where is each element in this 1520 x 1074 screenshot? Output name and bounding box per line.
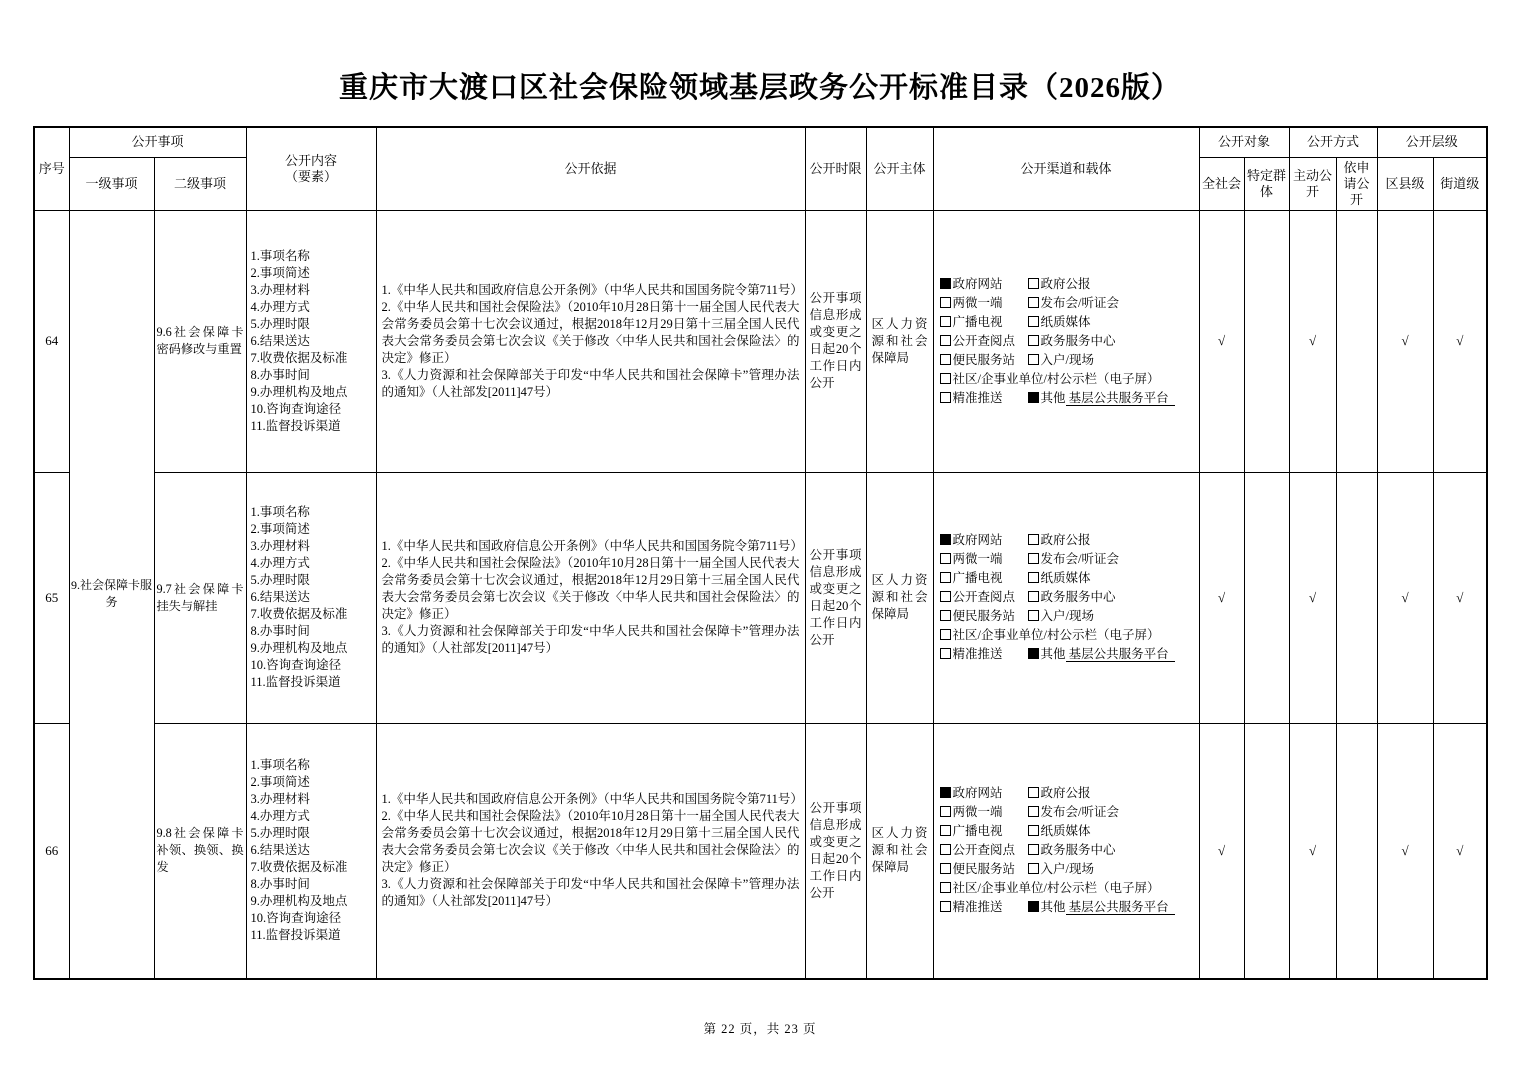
content-elements-cell [246, 472, 376, 723]
checkbox-unchecked-icon [940, 648, 951, 659]
text-line: 3.办理材料 [250, 539, 310, 553]
table-row [34, 210, 1487, 472]
text-line: 5.办理时限 [250, 826, 310, 841]
time-limit-cell: 公开事项信息形成或变更之日起20个工作日内公开 [805, 210, 866, 472]
text-line: 2.事项简述 [250, 775, 310, 790]
text-line: 6.结果送达 [250, 843, 310, 858]
channel-label: 政府网站 [952, 276, 1003, 291]
channel-label: 广播电视 [952, 571, 1003, 585]
checkbox-unchecked-icon [940, 392, 951, 403]
checkbox-unchecked-icon [940, 863, 951, 874]
col-header-all-society: 全社会 [1199, 157, 1244, 210]
col-group-level: 公开层级 [1377, 127, 1487, 157]
channel-label: 两微一端 [952, 295, 1003, 310]
basis-cell [376, 210, 805, 472]
text-line: 11.监督投诉渠道 [250, 675, 341, 689]
channel-option [1028, 296, 1119, 310]
channel-label: 纸质媒体 [1040, 571, 1091, 585]
text-line: 1.《中华人民共和国政府信息公开条例》（中华人民共和国国务院令第711号） [381, 792, 803, 807]
mark-district-level: √ [1377, 723, 1433, 979]
checkbox-unchecked-icon [1028, 553, 1039, 564]
channel-option [1028, 647, 1175, 661]
time-limit-cell: 公开事项信息形成或变更之日起20个工作日内公开 [805, 472, 866, 723]
channel-label: 政务服务中心 [1040, 843, 1116, 858]
checkbox-unchecked-icon [940, 335, 951, 346]
text-line: 1.事项名称 [250, 248, 310, 263]
text-line: 9.办理机构及地点 [250, 894, 348, 909]
channel-option [940, 531, 1028, 550]
mark-on-request [1336, 723, 1377, 979]
channel-option [1028, 843, 1116, 857]
col-header-subject: 公开主体 [866, 127, 933, 210]
channel-label: 政务服务中心 [1040, 590, 1116, 604]
checkbox-unchecked-icon [1028, 316, 1039, 327]
channel-option [1028, 552, 1119, 566]
channel-label: 其他 [1040, 647, 1066, 661]
channel-option [940, 822, 1028, 841]
text-line: 9.办理机构及地点 [250, 384, 348, 399]
channel-option [940, 841, 1028, 860]
channel-option [1028, 900, 1175, 914]
col-header-time-limit: 公开时限 [805, 127, 866, 210]
channel-label: 精准推送 [952, 900, 1003, 915]
channels-cell [933, 210, 1199, 472]
text-line: 1.《中华人民共和国政府信息公开条例》（中华人民共和国国务院令第711号） [381, 539, 803, 553]
page-title: 重庆市大渡口区社会保险领域基层政务公开标准目录（2026版） [338, 72, 1181, 104]
mark-proactive: √ [1289, 210, 1336, 472]
checkbox-unchecked-icon [940, 844, 951, 855]
channel-label: 纸质媒体 [1040, 824, 1091, 839]
text-line: 1.事项名称 [250, 505, 310, 519]
channel-label: 政务服务中心 [1040, 333, 1116, 348]
channel-label: 公开查阅点 [952, 590, 1016, 604]
mark-street-level: √ [1433, 723, 1487, 979]
level1-cell: 9.社会保障卡服务 [69, 210, 154, 979]
text-line: 1.《中华人民共和国政府信息公开条例》（中华人民共和国国务院令第711号） [381, 282, 803, 297]
mark-district-level: √ [1377, 472, 1433, 723]
channel-option [1028, 353, 1094, 367]
seq-cell: 65 [34, 472, 69, 723]
text-line: 11.监督投诉渠道 [250, 418, 341, 433]
table-header [34, 127, 1487, 210]
checkbox-checked-icon [940, 787, 951, 798]
channel-label: 入户/现场 [1040, 862, 1094, 877]
channel-label: 政府公报 [1040, 276, 1091, 291]
checkbox-unchecked-icon [1028, 591, 1039, 602]
text-line: 5.办理时限 [250, 316, 310, 331]
mark-on-request [1336, 472, 1377, 723]
text-line: 7.收费依据及标准 [250, 607, 348, 621]
channel-label: 政府公报 [1040, 786, 1091, 801]
checkbox-unchecked-icon [940, 591, 951, 602]
checkbox-unchecked-icon [940, 806, 951, 817]
channel-option [940, 879, 1160, 898]
channel-label: 广播电视 [952, 824, 1003, 839]
channel-label: 便民服务站 [952, 352, 1016, 367]
text-line: 9.办理机构及地点 [250, 641, 348, 655]
level2-cell: 9.8社会保障卡补领、换领、换发 [154, 723, 246, 979]
content-elements-cell [246, 210, 376, 472]
channel-option [940, 784, 1028, 803]
text-line: 8.办事时间 [250, 624, 310, 638]
level2-cell: 9.7社会保障卡挂失与解挂 [154, 472, 246, 723]
channel-label: 其他 [1040, 900, 1066, 915]
channel-label: 政府公报 [1040, 533, 1091, 547]
channel-label: 发布会/听证会 [1040, 805, 1119, 820]
channel-option [1028, 862, 1094, 876]
channel-option [940, 313, 1028, 332]
text-line: 6.结果送达 [250, 333, 310, 348]
channel-option [940, 803, 1028, 822]
mark-specific-group [1244, 210, 1289, 472]
channels-cell [933, 723, 1199, 979]
mark-all-society: √ [1199, 723, 1244, 979]
col-header-specific-group: 特定群体 [1244, 157, 1289, 210]
checkbox-unchecked-icon [1028, 297, 1039, 308]
text-line: 3.办理材料 [250, 282, 310, 297]
text-line: 6.结果送达 [250, 590, 310, 604]
col-header-content: 公开内容 （要素） [246, 127, 376, 210]
other-channel-value: 基层公共服务平台 [1065, 390, 1175, 405]
checkbox-unchecked-icon [940, 825, 951, 836]
table-row [34, 723, 1487, 979]
mark-all-society: √ [1199, 210, 1244, 472]
basis-cell [376, 723, 805, 979]
text-line: 3.《人力资源和社会保障部关于印发“中华人民共和国社会保障卡”管理办法的通知》（人社部发[2011]47号） [381, 367, 800, 399]
text-line: 3.办理材料 [250, 792, 310, 807]
text-line: 5.办理时限 [250, 573, 310, 587]
channel-option [940, 569, 1028, 588]
channel-option [940, 370, 1160, 389]
mark-specific-group [1244, 472, 1289, 723]
channel-label: 精准推送 [952, 647, 1003, 661]
mark-street-level: √ [1433, 472, 1487, 723]
channel-label: 两微一端 [952, 552, 1003, 566]
channel-label: 便民服务站 [952, 862, 1016, 877]
checkbox-unchecked-icon [1028, 825, 1039, 836]
text-line: 2.事项简述 [250, 522, 310, 536]
channel-option [940, 645, 1028, 664]
mark-specific-group [1244, 723, 1289, 979]
text-line: 2.《中华人民共和国社会保险法》（2010年10月28日第十一届全国人民代表大会常务委员会第十七次会议通过，根据2018年12月29日第十三届全国人民代表大会常务委员会第七次会议《关于修改〈中华人民共和国社会保险法〉的决定》修正） [381, 809, 800, 875]
col-header-level2: 二级事项 [154, 157, 246, 210]
channel-option [1028, 571, 1091, 585]
text-line: 4.办理方式 [250, 809, 310, 824]
col-header-district-level: 区县级 [1377, 157, 1433, 210]
channel-option [1028, 590, 1116, 604]
checkbox-unchecked-icon [940, 373, 951, 384]
channel-option [1028, 533, 1091, 547]
text-line: 8.办事时间 [250, 367, 310, 382]
mark-proactive: √ [1289, 723, 1336, 979]
checkbox-checked-icon [1028, 392, 1039, 403]
mark-on-request [1336, 210, 1377, 472]
table-row [34, 472, 1487, 723]
channel-label: 政府网站 [952, 533, 1003, 547]
channels-cell [933, 472, 1199, 723]
channel-option [1028, 824, 1091, 838]
checkbox-unchecked-icon [1028, 610, 1039, 621]
mark-all-society: √ [1199, 472, 1244, 723]
col-header-basis: 公开依据 [376, 127, 805, 210]
channel-label: 政府网站 [952, 786, 1003, 801]
checkbox-unchecked-icon [940, 882, 951, 893]
text-line: 3.《人力资源和社会保障部关于印发“中华人民共和国社会保障卡”管理办法的通知》（人社部发[2011]47号） [381, 877, 800, 909]
col-header-channels: 公开渠道和载体 [933, 127, 1199, 210]
seq-cell: 64 [34, 210, 69, 472]
channel-option [1028, 334, 1116, 348]
text-line: 7.收费依据及标准 [250, 350, 348, 365]
channel-label: 广播电视 [952, 314, 1003, 329]
checkbox-checked-icon [1028, 901, 1039, 912]
disclosure-standards-table [33, 126, 1488, 980]
channel-label: 公开查阅点 [952, 333, 1016, 348]
channel-option [940, 626, 1160, 645]
channel-option [940, 588, 1028, 607]
subject-cell: 区人力资源和社会保障局 [866, 210, 933, 472]
checkbox-unchecked-icon [1028, 335, 1039, 346]
channel-option [940, 860, 1028, 879]
channel-label: 入户/现场 [1040, 609, 1094, 623]
checkbox-checked-icon [940, 278, 951, 289]
other-channel-value: 基层公共服务平台 [1065, 900, 1175, 915]
channel-option [940, 275, 1028, 294]
text-line: 10.咨询查询途径 [250, 401, 342, 416]
checkbox-unchecked-icon [1028, 787, 1039, 798]
subject-cell: 区人力资源和社会保障局 [866, 472, 933, 723]
channel-option [1028, 805, 1119, 819]
text-line: 2.事项简述 [250, 265, 310, 280]
channel-label: 发布会/听证会 [1040, 552, 1119, 566]
channel-option [940, 898, 1028, 917]
channel-option [1028, 277, 1091, 291]
channel-option [1028, 315, 1091, 329]
channel-label: 社区/企事业单位/村公示栏（电子屏） [952, 371, 1160, 386]
col-header-proactive: 主动公开 [1289, 157, 1336, 210]
text-line: 1.事项名称 [250, 758, 310, 773]
checkbox-unchecked-icon [940, 354, 951, 365]
channel-label: 纸质媒体 [1040, 314, 1091, 329]
checkbox-unchecked-icon [1028, 863, 1039, 874]
checkbox-checked-icon [940, 534, 951, 545]
checkbox-unchecked-icon [940, 629, 951, 640]
checkbox-unchecked-icon [1028, 278, 1039, 289]
checkbox-unchecked-icon [940, 572, 951, 583]
text-line: 10.咨询查询途径 [250, 911, 342, 926]
text-line: 8.办事时间 [250, 877, 310, 892]
checkbox-unchecked-icon [940, 553, 951, 564]
checkbox-unchecked-icon [1028, 572, 1039, 583]
text-line: 2.《中华人民共和国社会保险法》（2010年10月28日第十一届全国人民代表大会常务委员会第十七次会议通过，根据2018年12月29日第十三届全国人民代表大会常务委员会第七次会议《关于修改〈中华人民共和国社会保险法〉的决定》修正） [381, 299, 800, 365]
basis-cell [376, 472, 805, 723]
col-group-method: 公开方式 [1289, 127, 1377, 157]
mark-district-level: √ [1377, 210, 1433, 472]
channel-label: 精准推送 [952, 390, 1003, 405]
channel-option [940, 332, 1028, 351]
channel-option [1028, 391, 1175, 405]
channel-label: 公开查阅点 [952, 843, 1016, 858]
channel-option [1028, 786, 1091, 800]
checkbox-unchecked-icon [1028, 354, 1039, 365]
col-header-on-request: 依申请公开 [1336, 157, 1377, 210]
checkbox-unchecked-icon [940, 316, 951, 327]
level2-cell: 9.6社会保障卡密码修改与重置 [154, 210, 246, 472]
checkbox-unchecked-icon [1028, 534, 1039, 545]
checkbox-unchecked-icon [940, 901, 951, 912]
channel-option [940, 294, 1028, 313]
col-group-target: 公开对象 [1199, 127, 1289, 157]
mark-proactive: √ [1289, 472, 1336, 723]
channel-label: 发布会/听证会 [1040, 295, 1119, 310]
col-group-disclosure-items: 公开事项 [69, 127, 246, 157]
text-line: 7.收费依据及标准 [250, 860, 348, 875]
time-limit-cell: 公开事项信息形成或变更之日起20个工作日内公开 [805, 723, 866, 979]
text-line: 10.咨询查询途径 [250, 658, 342, 672]
checkbox-unchecked-icon [1028, 806, 1039, 817]
text-line: 4.办理方式 [250, 556, 310, 570]
channel-option [940, 389, 1028, 408]
channel-option [940, 351, 1028, 370]
checkbox-unchecked-icon [940, 610, 951, 621]
subject-cell: 区人力资源和社会保障局 [866, 723, 933, 979]
col-header-level1: 一级事项 [69, 157, 154, 210]
channel-option [1028, 609, 1094, 623]
col-header-seq: 序号 [34, 127, 69, 210]
text-line: 4.办理方式 [250, 299, 310, 314]
col-header-street-level: 街道级 [1433, 157, 1487, 210]
text-line: 11.监督投诉渠道 [250, 928, 341, 943]
mark-street-level: √ [1433, 210, 1487, 472]
page-number: 第 22 页，共 23 页 [703, 1022, 817, 1036]
checkbox-checked-icon [1028, 648, 1039, 659]
channel-option [940, 607, 1028, 626]
channel-label: 其他 [1040, 390, 1066, 405]
table-body [34, 210, 1487, 979]
channel-label: 社区/企事业单位/村公示栏（电子屏） [952, 628, 1160, 642]
checkbox-unchecked-icon [940, 297, 951, 308]
channel-option [940, 550, 1028, 569]
channel-label: 社区/企事业单位/村公示栏（电子屏） [952, 881, 1160, 896]
channel-label: 便民服务站 [952, 609, 1016, 623]
seq-cell: 66 [34, 723, 69, 979]
text-line: 2.《中华人民共和国社会保险法》（2010年10月28日第十一届全国人民代表大会常务委员会第十七次会议通过，根据2018年12月29日第十三届全国人民代表大会常务委员会第七次会议《关于修改〈中华人民共和国社会保险法〉的决定》修正） [381, 556, 800, 621]
checkbox-unchecked-icon [1028, 844, 1039, 855]
other-channel-value: 基层公共服务平台 [1065, 647, 1175, 661]
content-elements-cell [246, 723, 376, 979]
text-line: 3.《人力资源和社会保障部关于印发“中华人民共和国社会保障卡”管理办法的通知》（人社部发[2011]47号） [381, 624, 800, 655]
channel-label: 两微一端 [952, 805, 1003, 820]
channel-label: 入户/现场 [1040, 352, 1094, 367]
